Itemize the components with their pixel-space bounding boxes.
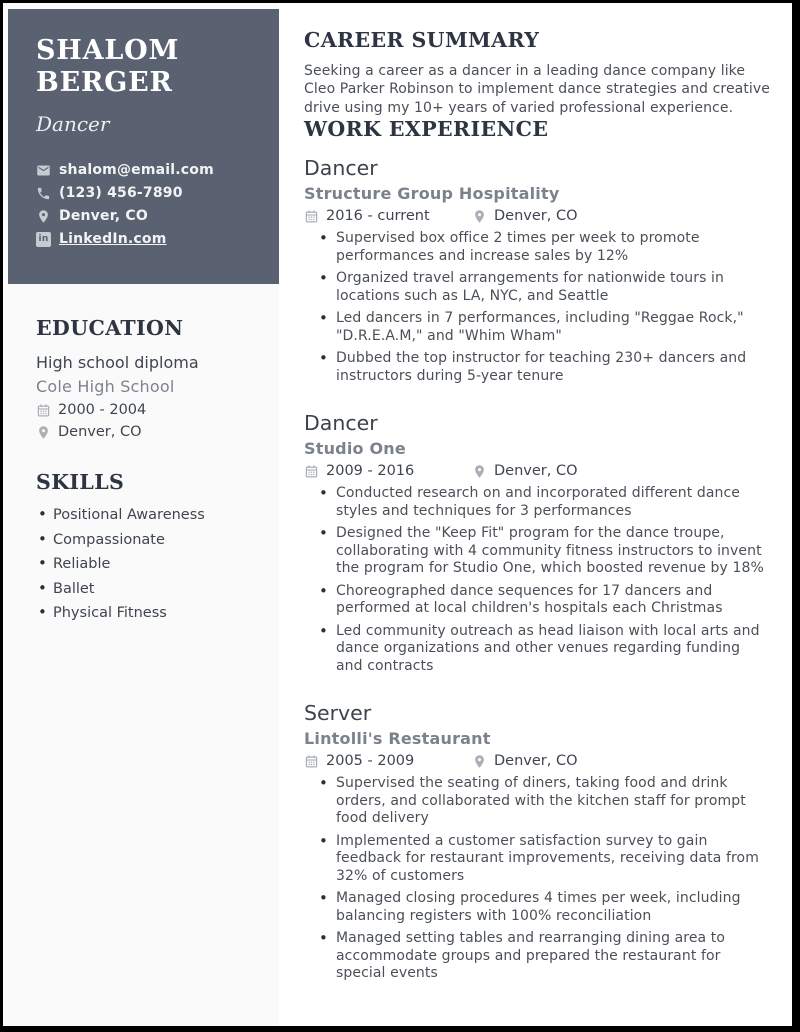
- education-school: Cole High School: [36, 377, 175, 397]
- work-experience-heading: WORK EXPERIENCE: [304, 117, 549, 142]
- job-location-text: Denver, CO: [494, 753, 578, 770]
- education-dates: [36, 402, 259, 418]
- contact-location: [36, 208, 261, 224]
- career-summary-heading: CAREER SUMMARY: [304, 28, 540, 52]
- job-dates: [304, 753, 472, 769]
- job-entry: [304, 156, 770, 385]
- job-bullet: • Designed the "Keep Fit" program for the dance troupe, collaborating with 4 community fitness instructors to invent the program for Studio One, which boosted revenue by 18%: [318, 525, 770, 578]
- job-bullets: [304, 485, 770, 675]
- job-title: Dancer: [304, 411, 378, 436]
- job-dates: [304, 463, 472, 479]
- education-location: [36, 424, 259, 440]
- job-entry: [304, 411, 770, 675]
- job-dates: [304, 208, 472, 224]
- skill-item: • Reliable: [36, 555, 259, 574]
- education-location-text: Denver, CO: [58, 424, 142, 441]
- job-dates-text: 2005 - 2009: [326, 753, 415, 770]
- education-degree: High school diploma: [36, 353, 199, 373]
- person-name: SHALOM BERGER: [36, 35, 180, 98]
- job-bullet: • Organized travel arrangements for nationwide tours in locations such as LA, NYC, and Seattle: [318, 270, 770, 305]
- location-icon: [472, 754, 487, 769]
- skill-item: • Physical Fitness: [36, 604, 259, 623]
- job-company: Structure Group Hospitality: [304, 184, 560, 204]
- contact-email-text: shalom@email.com: [59, 162, 214, 179]
- job-title: Dancer: [304, 156, 378, 181]
- job-bullet: • Led community outreach as head liaison with local arts and dance organizations and other venues regarding funding and contracts: [318, 623, 770, 676]
- location-icon: [472, 209, 487, 224]
- career-summary-text: Seeking a career as a dancer in a leading dance company like Cleo Parker Robinson to implement dance strategies and creative drive using my 10+ years of varied professional experience.: [304, 63, 771, 116]
- job-location-text: Denver, CO: [494, 463, 578, 480]
- linkedin-icon: in: [36, 232, 51, 247]
- calendar-icon: [304, 464, 319, 479]
- work-experience-section: [304, 117, 770, 983]
- job-dates-text: 2016 - current: [326, 208, 430, 225]
- skill-item: • Compassionate: [36, 531, 259, 550]
- education-section: [3, 316, 279, 440]
- skill-item: • Positional Awareness: [36, 506, 259, 525]
- job-location: [472, 753, 578, 769]
- location-icon: [36, 209, 51, 224]
- calendar-icon: [304, 754, 319, 769]
- sidebar: [3, 3, 279, 1026]
- job-meta: [304, 753, 770, 769]
- skill-item: • Ballet: [36, 580, 259, 599]
- job-bullet: • Implemented a customer satisfaction survey to gain feedback for restaurant improvements, receiving data from 32% of customers: [318, 833, 770, 886]
- skills-section: [3, 470, 279, 629]
- education-dates-text: 2000 - 2004: [58, 402, 147, 419]
- job-bullet: • Choreographed dance sequences for 17 dancers and performed at local children's hospitals each Christmas: [318, 583, 770, 618]
- skills-list: [36, 506, 259, 623]
- contact-location-text: Denver, CO: [59, 208, 148, 225]
- job-company: Lintolli's Restaurant: [304, 729, 491, 749]
- job-entry: [304, 701, 770, 983]
- job-bullet: • Dubbed the top instructor for teaching 230+ dancers and instructors during 5-year tenure: [318, 350, 770, 385]
- job-bullet: • Conducted research on and incorporated different dance styles and techniques for 3 performances: [318, 485, 770, 520]
- calendar-icon: [36, 403, 51, 418]
- job-title: Server: [304, 701, 372, 726]
- header-block: [8, 9, 279, 284]
- career-summary-section: [304, 28, 770, 117]
- contact-list: [36, 162, 261, 247]
- job-bullet: • Supervised the seating of diners, taking food and drink orders, and collaborated with the kitchen staff for prompt food delivery: [318, 775, 770, 828]
- job-location: [472, 463, 578, 479]
- education-heading: EDUCATION: [36, 316, 184, 341]
- job-bullet: • Supervised box office 2 times per week to promote performances and increase sales by 12%: [318, 230, 770, 265]
- email-icon: [36, 163, 51, 178]
- location-icon: [472, 464, 487, 479]
- calendar-icon: [304, 209, 319, 224]
- contact-linkedin[interactable]: [36, 231, 261, 247]
- contact-phone: [36, 185, 261, 201]
- job-meta: [304, 208, 770, 224]
- main-column: [279, 3, 792, 1026]
- job-company: Studio One: [304, 439, 406, 459]
- resume-page: [3, 3, 792, 1026]
- job-meta: [304, 463, 770, 479]
- job-bullets: [304, 230, 770, 385]
- job-dates-text: 2009 - 2016: [326, 463, 415, 480]
- job-bullet: • Led dancers in 7 performances, including "Reggae Rock," "D.R.E.A.M," and "Whim Wham": [318, 310, 770, 345]
- linkedin-link[interactable]: LinkedIn.com: [59, 231, 167, 248]
- contact-phone-text: (123) 456-7890: [59, 185, 183, 202]
- job-bullet: • Managed setting tables and rearranging dining area to accommodate groups and prepared the restaurant for special events: [318, 930, 770, 983]
- person-job-title: Dancer: [36, 112, 110, 137]
- contact-email: [36, 162, 261, 178]
- job-location-text: Denver, CO: [494, 208, 578, 225]
- phone-icon: [36, 186, 51, 201]
- location-icon: [36, 425, 51, 440]
- job-bullets: [304, 775, 770, 983]
- job-bullet: • Managed closing procedures 4 times per week, including balancing registers with 100% reconciliation: [318, 890, 770, 925]
- job-location: [472, 208, 578, 224]
- skills-heading: SKILLS: [36, 470, 125, 495]
